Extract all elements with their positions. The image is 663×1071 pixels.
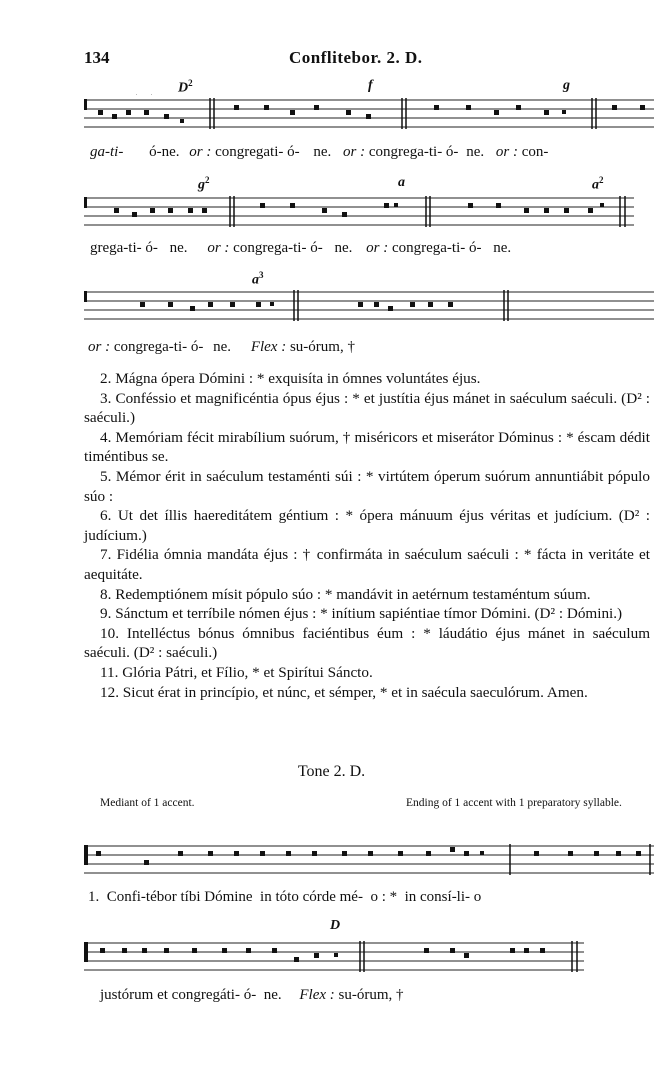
ending-mark-d2-letter: D [178,80,189,96]
ending-note: Ending of 1 accent with 1 preparatory syllable. [406,797,622,809]
music-staff-3 [84,287,654,329]
verse-9 [84,604,650,624]
verse-text: Ut det íllis haereditátem géntium : * ópera mánuum éjus véritas et judícium. (D² : judícium.) [84,507,650,544]
lyric-syllable: congrega-ti- ó- [113,339,204,355]
lyrics-line-4 [88,889,481,906]
verse-number: 5. [100,467,112,485]
ending-mark-g2-sup: 2 [205,175,210,185]
lyric-syllable: ne. [334,240,353,256]
lyrics-line-1 [90,144,548,161]
lyrics-line-5 [100,987,404,1004]
music-staff-1 [84,94,654,136]
ending-mark-d2-sup: 2 [188,78,193,88]
verse-number: 3. [100,389,112,407]
verse-text: Conféssio et magnificéntia ópus éjus : * et justítia éjus mánet in saéculum saéculi. (D² : saéculi.) [84,389,651,427]
verse-number: 9. [100,605,112,623]
ending-mark-a2-sup: 2 [599,175,604,185]
tone-title: Tone 2. D. [297,763,366,780]
ending-mark-a: a [398,175,405,190]
ending-mark-f: f [368,78,373,93]
music-staff-4 [84,841,654,881]
verse-text: Mémor érit in saéculum testaménti súi : * virtútem óperum suórum annuntiábit pópulo súo : [84,467,650,505]
verse-number: 7. [100,546,112,564]
lyrics-line-3 [88,339,355,356]
verse-10 [84,624,650,663]
page-header [84,48,650,70]
lyric-syllable: grega-ti- ó- [90,240,158,256]
verse-3 [84,389,650,428]
lyric-syllable: or : [189,144,212,160]
verse-number: 10. [100,624,119,642]
verse-text: Fidélia ómnia mandáta éjus : † confirmáta in saéculum saéculi : * fácta in veritáte et aequitáte. [84,546,650,583]
ending-mark-g2-letter: g [198,177,205,193]
ending-mark-a3-letter: a [252,272,259,288]
lyric-syllable: congrega-ti- ó- [391,240,482,256]
verse-5 [84,467,650,506]
verse-number: 8. [100,585,112,603]
lyric-syllable: or : [343,144,366,160]
lyric-syllable: ne. [169,240,188,256]
lyric-syllable: ne. [466,144,485,160]
verse-7 [84,545,650,584]
verse-text: Mágna ópera Dómini : * exquisíta in ómnes voluntátes éjus. [115,370,481,387]
verse-text: Redemptiónem mísit pópulo súo : * mandávit in aetérnum testaméntum súum. [115,585,591,603]
lyric-syllable: justórum et congregáti- ó- ne. [100,987,282,1003]
mediant-note: Mediant of 1 accent. [100,797,195,809]
ending-mark-a2 [592,175,604,194]
lyric-syllable: congrega-ti- ó- [233,240,323,256]
page-number: 134 [84,48,110,67]
lyric-syllable: or : [495,144,518,160]
verse-8 [84,585,650,605]
lyric-syllable: ó-ne. [149,144,180,160]
verse-4 [84,428,650,467]
lyric-syllable: or : [207,240,230,256]
lyric-syllable: su-órum, † [289,339,355,355]
lyric-syllable: ne. [213,339,232,355]
verse-number: 2. [100,370,112,387]
lyric-syllable: con- [521,144,549,160]
lyric-syllable: or : [88,339,111,355]
lyric-syllable: congregati- ó- [215,144,300,160]
verse-text: Glória Pátri, et Fílio, * et Spirítui Sáncto. [122,663,373,681]
lyric-syllable: Flex : [299,987,335,1003]
verse-number: 6. [100,507,112,525]
music-staff-2 [84,193,634,233]
verse-12 [84,683,650,703]
ending-mark-d: D [330,918,341,933]
verse-11 [84,663,650,683]
verse-text: Intelléctus bónus ómnibus faciéntibus éum : * láudátio éjus mánet in saéculum saéculi. (D² : saéculi.) [84,624,651,662]
verse-number: 4. [100,428,112,446]
verse-text: Sánctum et terríbile nómen éjus : * inítium sapiéntiae tímor Dómini. (D² : Dómini.) [115,605,623,623]
ending-mark-a3 [252,270,264,289]
lyric-syllable: ga-ti- [90,144,124,160]
verse-text: Memóriam fécit mirabílium suórum, † miséricors et miserátor Dóminus : * éscam dédit timéntibus se. [84,428,651,466]
lyric-syllable: Flex : [250,339,287,355]
verse-6 [84,506,650,545]
lyric-syllable: su-órum, † [338,987,404,1003]
ending-mark-g: g [563,78,570,93]
music-staff-5 [84,938,584,978]
lyric-syllable: congrega-ti- ó- [368,144,459,160]
lyric-syllable: or : [366,240,389,256]
lyrics-line-2 [90,240,511,257]
lyric-syllable: ne. [493,240,512,256]
ending-mark-a2-letter: a [592,177,599,193]
lyric-syllable: ne. [313,144,332,160]
verse-number: 12. [100,683,119,701]
ending-mark-a3-sup: 3 [259,270,264,280]
ending-mark-g2 [198,175,210,194]
verse-number: 11. [100,663,119,681]
running-title: Conflitebor. 2. D. [289,48,423,67]
lyric-syllable: 1. Confi-tébor tíbi Dómine in tóto córde mé- o : * in consí-li- o [88,889,482,905]
verse-text: Sicut érat in princípio, et núnc, et sémper, * et in saécula saeculórum. Amen. [122,683,588,701]
verse-2 [84,369,650,389]
psalm-verses [84,369,650,702]
